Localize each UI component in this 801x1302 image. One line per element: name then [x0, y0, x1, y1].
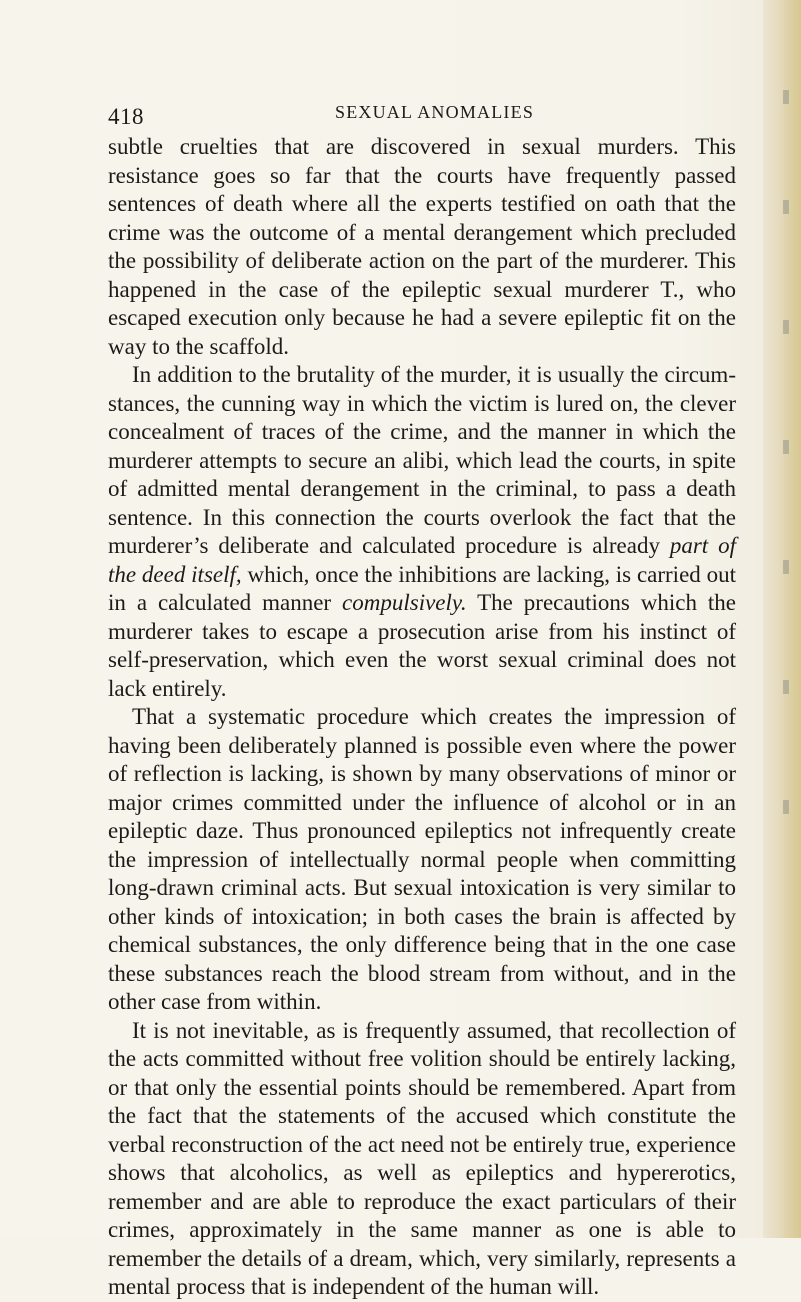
- page-number: 418: [108, 104, 144, 129]
- paragraph-2-part-b: which, once the inhibitions are lacking, is carried out in a calculated manner: [108, 561, 736, 615]
- paragraph-2-part-c: The precautions which the murderer takes to escape a prosecution arise from his instinct of self-preservation, which even the worst sexual criminal does not lack entirely.: [108, 590, 736, 701]
- paragraph-4: It is not inevitable, as is frequently assumed, that recollection of the acts committed without free volition should be entirely lacking, or that only the essential points should be remembered. Apart from the fact that the statements of the accused which constitute the verbal reconstruction of the act need not be entirely true, experience shows that alcoholics, as well as epileptics and hypererotics, remember and are able to reproduce the exact particulars of their crimes, approximately in the same manner as one is able to remember the details of a dream, which, very similarly, represents a mental process that is independent of the human will.: [108, 1017, 736, 1299]
- paragraph-2-part-a: In addition to the brutality of the murder, it is usually the circumstances, the cunning way in which the victim is lured on, the clever concealment of traces of the crime, and the manner in which the murderer attempts to secure an alibi, which lead the courts, in spite of admitted mental derangement in the criminal, to pass a death sentence. In this connection the courts overlook the fact that the murderer’s deliberate and calculated procedure is already: [108, 362, 736, 558]
- edge-mark: [783, 560, 789, 574]
- edge-mark: [783, 800, 789, 814]
- paragraph-2-emphasis-2: compulsively.: [342, 590, 467, 615]
- paragraph-3: That a systematic procedure which creates the impression of having been deliberately planned is possible even where the power of reflection is lacking, is shown by many observations of minor or major crimes committed under the influence of alcohol or in an epileptic daze. Thus pronounced epileptics not infrequently create the impression of intellectually normal people when committing long-drawn criminal acts. But sexual intoxication is very similar to other kinds of intoxication; in both cases the brain is affected by chemical substances, the only difference being that in the one case these substances reach the blood stream from without, and in the other case from within.: [108, 704, 736, 1014]
- edge-mark: [783, 320, 789, 334]
- edge-mark: [783, 680, 789, 694]
- edge-mark: [783, 200, 789, 214]
- facing-page-edge: [763, 0, 801, 1238]
- paragraph-1: subtle cruelties that are discovered in sexual murders. This resistance goes so far that the courts have frequently passed sentences of death where all the experts testified on oath that the crime was the outcome of a mental derangement which precluded the possibility of deliberate action on the part of the murderer. This happened in the case of the epileptic sexual murderer T., who escaped execution only because he had a severe epileptic fit on the way to the scaffold.: [108, 134, 736, 359]
- body-text: [108, 133, 736, 1302]
- running-head: SEXUAL ANOMALIES: [335, 102, 535, 122]
- paragraph-2: [108, 361, 736, 703]
- edge-mark: [783, 90, 789, 104]
- edge-mark: [783, 440, 789, 454]
- paragraph-2-emphasis-1: part of the deed itself,: [108, 533, 736, 587]
- page-header: [108, 98, 748, 128]
